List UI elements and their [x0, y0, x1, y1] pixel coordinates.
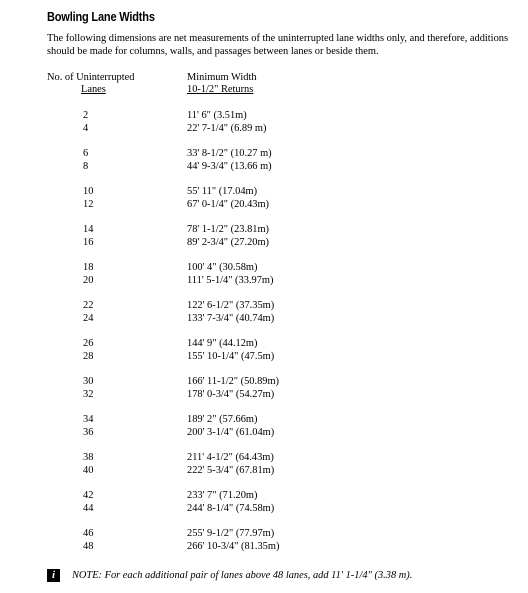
page-title: Bowling Lane Widths [47, 10, 155, 24]
table-row [0, 490, 528, 503]
table-row [0, 224, 528, 237]
lanes-cell: 10 [83, 186, 94, 197]
lanes-cell: 42 [83, 490, 94, 501]
table-row [0, 351, 528, 364]
width-cell: 189' 2" (57.66m) [187, 414, 258, 425]
row-group [0, 186, 528, 211]
width-cell: 200' 3-1/4" (61.04m) [187, 426, 275, 438]
width-cell: 22' 7-1/4" (6.89 m) [187, 122, 267, 134]
row-group [0, 338, 528, 363]
table-row [0, 389, 528, 402]
width-cell: 255' 9-1/2" (77.97m) [187, 528, 275, 539]
width-cell: 33' 8-1/2" (10.27 m) [187, 148, 272, 159]
table-row [0, 376, 528, 389]
lanes-cell: 4 [83, 122, 89, 134]
table-row [0, 528, 528, 541]
intro-paragraph: The following dimensions are net measurements of the uninterrupted lane widths only, and therefore, additions should be made for columns, walls, and passages between lanes or beside them. [47, 33, 509, 57]
lanes-cell: 24 [83, 312, 94, 324]
width-cell: 155' 10-1/4" (47.5m) [187, 350, 275, 362]
lanes-cell: 8 [83, 160, 89, 172]
lanes-cell: 36 [83, 426, 94, 438]
width-cell: 78' 1-1/2" (23.81m) [187, 224, 270, 235]
lanes-cell: 40 [83, 464, 94, 476]
width-cell: 211' 4-1/2" (64.43m) [187, 452, 274, 463]
note [47, 569, 412, 582]
row-group [0, 262, 528, 287]
info-icon: i [47, 569, 60, 582]
table-row [0, 123, 528, 136]
note-text: NOTE: For each additional pair of lanes above 48 lanes, add 11' 1-1/4" (3.38 m). [72, 570, 413, 581]
width-cell: 89' 2-3/4" (27.20m) [187, 236, 270, 248]
lanes-column-header [47, 72, 134, 96]
width-column-header [187, 72, 257, 96]
width-cell: 133' 7-3/4" (40.74m) [187, 312, 275, 324]
table-row [0, 262, 528, 275]
row-group [0, 376, 528, 401]
row-group [0, 148, 528, 173]
row-group [0, 300, 528, 325]
table-row [0, 186, 528, 199]
width-header-line2: 10-1/2" Returns [187, 84, 254, 95]
lanes-cell: 26 [83, 338, 94, 349]
width-cell: 266' 10-3/4" (81.35m) [187, 540, 280, 552]
lanes-cell: 22 [83, 300, 94, 311]
lanes-cell: 18 [83, 262, 94, 273]
row-group [0, 452, 528, 477]
width-cell: 166' 11-1/2" (50.89m) [187, 376, 280, 387]
width-cell: 44' 9-3/4" (13.66 m) [187, 160, 272, 172]
width-cell: 233' 7" (71.20m) [187, 490, 258, 501]
width-cell: 55' 11" (17.04m) [187, 186, 258, 197]
lanes-cell: 14 [83, 224, 94, 235]
table-row [0, 161, 528, 174]
lanes-cell: 12 [83, 198, 94, 210]
table-row [0, 237, 528, 250]
table-row [0, 110, 528, 123]
table-row [0, 199, 528, 212]
table-row [0, 414, 528, 427]
width-cell: 178' 0-3/4" (54.27m) [187, 388, 275, 400]
lanes-cell: 16 [83, 236, 94, 248]
lanes-cell: 34 [83, 414, 94, 425]
table-row [0, 338, 528, 351]
width-cell: 100' 4" (30.58m) [187, 262, 258, 273]
lanes-cell: 44 [83, 502, 94, 514]
row-group [0, 414, 528, 439]
table-row [0, 275, 528, 288]
row-group [0, 528, 528, 553]
table-row [0, 452, 528, 465]
lanes-cell: 38 [83, 452, 94, 463]
width-cell: 244' 8-1/4" (74.58m) [187, 502, 275, 514]
table-row [0, 465, 528, 478]
width-cell: 67' 0-1/4" (20.43m) [187, 198, 270, 210]
lane-width-table [0, 110, 528, 566]
lanes-cell: 48 [83, 540, 94, 552]
lanes-cell: 2 [83, 110, 89, 121]
lanes-cell: 46 [83, 528, 94, 539]
lanes-cell: 6 [83, 148, 89, 159]
row-group [0, 490, 528, 515]
width-cell: 222' 5-3/4" (67.81m) [187, 464, 275, 476]
lanes-cell: 28 [83, 350, 94, 362]
lanes-header-line1: No. of Uninterrupted [47, 72, 135, 83]
table-row [0, 300, 528, 313]
width-cell: 144' 9" (44.12m) [187, 338, 258, 349]
table-row [0, 313, 528, 326]
width-cell: 111' 5-1/4" (33.97m) [187, 274, 274, 286]
lanes-cell: 20 [83, 274, 94, 286]
lanes-cell: 32 [83, 388, 94, 400]
table-row [0, 503, 528, 516]
table-row [0, 541, 528, 554]
row-group [0, 224, 528, 249]
table-row [0, 427, 528, 440]
width-cell: 11' 6" (3.51m) [187, 110, 247, 121]
lanes-cell: 30 [83, 376, 94, 387]
row-group [0, 110, 528, 135]
width-cell: 122' 6-1/2" (37.35m) [187, 300, 275, 311]
lanes-header-line2: Lanes [81, 84, 106, 95]
width-header-line1: Minimum Width [187, 72, 257, 83]
table-row [0, 148, 528, 161]
